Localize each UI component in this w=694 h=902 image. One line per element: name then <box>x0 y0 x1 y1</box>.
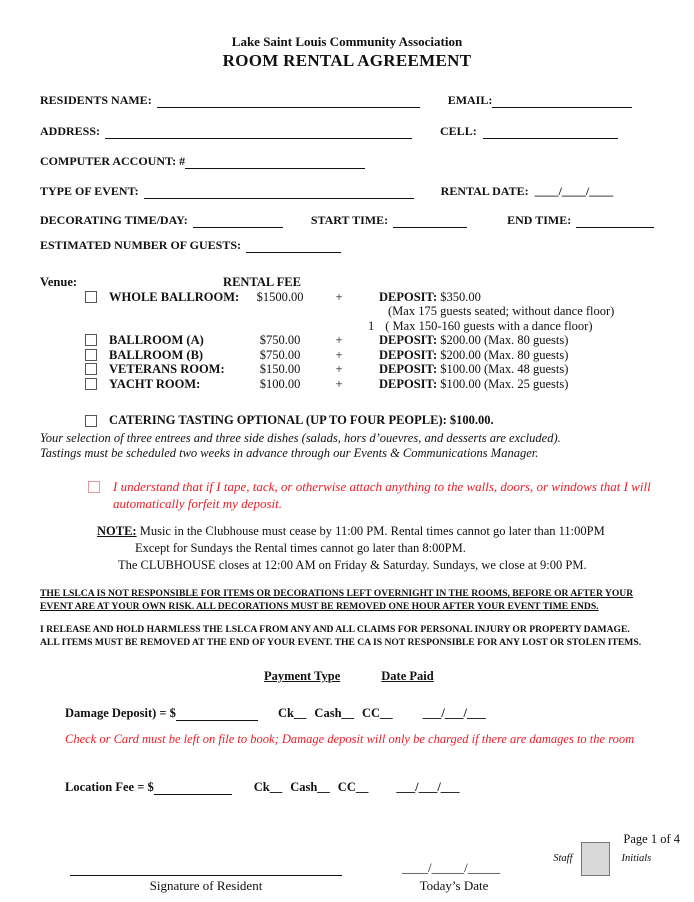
type-of-event-label: TYPE OF EVENT: <box>40 184 139 198</box>
room-name: YACHT ROOM: <box>109 376 201 391</box>
room-row-whole-ballroom <box>40 290 654 305</box>
email-field[interactable] <box>492 94 632 108</box>
legal-underlined: THE LSLCA IS NOT RESPONSIBLE FOR ITEMS OR DECORATIONS LEFT OVERNIGHT IN THE ROOMS, BEFORE OR AFTER YOUR EVENT ARE AT YOUR OWN RISK. ALL DECORATIONS MUST BE REMOVED ONE HOUR AFTER YOUR EVENT TIME ENDS. <box>40 588 634 612</box>
room-name: BALLROOM (A) <box>109 333 204 347</box>
staff-initials-box[interactable] <box>581 842 610 876</box>
todays-date-field[interactable]: ____/_____/_____ <box>402 860 501 875</box>
todays-date-caption: Today’s Date <box>419 878 489 893</box>
address-field[interactable] <box>105 125 412 139</box>
signature-field[interactable] <box>70 862 342 876</box>
initials-label: Initials <box>621 853 652 864</box>
note-line-3: The CLUBHOUSE closes at 12:00 AM on Friday & Saturday. Sundays, we close at 9:00 PM. <box>118 558 587 572</box>
computer-account-label: COMPUTER ACCOUNT: # <box>40 154 186 168</box>
cell-label: CELL: <box>440 124 477 138</box>
note-line-1: Music in the Clubhouse must cease by 11:00 PM. Rental times cannot go later than 11:00PM <box>139 524 605 538</box>
room-fee: $1500.00 <box>256 289 304 304</box>
catering-note-2: Tastings must be scheduled two weeks in advance through our Events & Communications Manager. <box>40 446 539 460</box>
payment-type-header: Payment Type <box>264 669 341 683</box>
location-cc-option[interactable]: CC__ <box>337 780 369 794</box>
deposit-value: $350.00 <box>440 289 481 304</box>
checkbox-catering-tasting[interactable] <box>85 415 97 427</box>
room-row-ballroom-b <box>40 348 654 363</box>
start-time-label: START TIME: <box>310 213 389 227</box>
damage-cash-option[interactable]: Cash__ <box>314 706 355 720</box>
room-fee: $750.00 <box>259 333 301 347</box>
location-fee-suffix: = $ <box>134 780 154 794</box>
damage-date-paid-field[interactable]: ___/___/___ <box>422 706 486 720</box>
residents-name-field[interactable] <box>157 94 420 108</box>
page-number: Page 1 of 4 <box>623 832 680 846</box>
room-row-ballroom-a <box>40 333 654 348</box>
staff-label: Staff <box>553 853 573 864</box>
computer-account-field[interactable] <box>185 155 365 169</box>
deposit-label: DEPOSIT: <box>379 289 438 304</box>
location-ck-option[interactable]: Ck__ <box>253 780 283 794</box>
checkbox-yacht-room[interactable] <box>85 378 97 390</box>
room-fee: $100.00 <box>259 376 301 391</box>
payment-red-note: Check or Card must be left on file to book; Damage deposit will only be charged if there are damages to the room <box>65 732 635 746</box>
room-fee: $750.00 <box>259 347 301 362</box>
note-label: NOTE: <box>97 524 137 538</box>
catering-note-1: Your selection of three entrees and three side dishes (salads, hors d’ouevres, and desserts are excluded). <box>40 431 561 445</box>
damage-ck-option[interactable]: Ck__ <box>277 706 307 720</box>
room-name: WHOLE BALLROOM: <box>109 289 240 304</box>
whole-ballroom-note2: ( Max 150-160 guests with a dance floor) <box>385 318 593 333</box>
deposit-label: DEPOSIT: <box>379 333 438 347</box>
plus-sign: + <box>335 289 343 304</box>
location-cash-option[interactable]: Cash__ <box>290 780 330 794</box>
location-fee-label: Location Fee <box>65 780 135 794</box>
org-title: Lake Saint Louis Community Association <box>231 34 463 49</box>
plus-sign: + <box>335 333 343 347</box>
deposit-label: DEPOSIT: <box>379 362 438 376</box>
whole-ballroom-note2-prefix: 1 <box>368 318 375 333</box>
deposit-value: $100.00 (Max. 48 guests) <box>440 362 569 376</box>
forfeit-clause: I understand that if I tape, tack, or otherwise attach anything to the walls, doors, or windows that I will automatically forfeit my deposit. <box>113 479 651 511</box>
legal-release-1: I RELEASE AND HOLD HARMLESS THE LSLCA FROM ANY AND ALL CLAIMS FOR PERSONAL INJURY OR PROPERTY DAMAGE. <box>40 624 630 635</box>
plus-sign: + <box>335 347 343 362</box>
room-row-veterans <box>40 362 654 377</box>
checkbox-ballroom-b[interactable] <box>85 349 97 361</box>
address-label: ADDRESS: <box>40 124 101 138</box>
start-time-field[interactable] <box>393 214 467 228</box>
checkbox-ballroom-a[interactable] <box>85 334 97 346</box>
signature-caption: Signature of Resident <box>149 878 263 893</box>
decorating-field[interactable] <box>193 214 283 228</box>
note-section <box>40 523 654 574</box>
end-time-field[interactable] <box>576 214 654 228</box>
damage-deposit-label: Damage Deposit <box>65 706 153 720</box>
venue-section <box>40 275 654 391</box>
type-of-event-field[interactable] <box>144 185 414 199</box>
estimated-guests-label: ESTIMATED NUMBER OF GUESTS: <box>40 238 242 252</box>
legal-release-2: ALL ITEMS MUST BE REMOVED AT THE END OF YOUR EVENT. THE CA IS NOT RESPONSIBLE FOR ANY LOST OR STOLEN ITEMS. <box>40 637 642 648</box>
page-title: ROOM RENTAL AGREEMENT <box>222 51 472 70</box>
date-paid-header: Date Paid <box>381 669 434 683</box>
end-time-label: END TIME: <box>507 213 572 227</box>
plus-sign: + <box>335 376 343 391</box>
damage-cc-option[interactable]: CC__ <box>362 706 393 720</box>
checkbox-veterans-room[interactable] <box>85 363 97 375</box>
catering-title: CATERING TASTING OPTIONAL (UP TO FOUR PEOPLE): $100.00. <box>109 413 494 427</box>
venue-label: Venue: <box>40 275 78 289</box>
damage-deposit-suffix: ) = $ <box>152 706 176 720</box>
note-line-2: Except for Sundays the Rental times cannot go later than 8:00PM. <box>135 541 466 555</box>
rental-date-label: RENTAL DATE: <box>440 184 529 198</box>
estimated-guests-field[interactable] <box>246 239 341 253</box>
plus-sign: + <box>335 362 343 376</box>
deposit-value: $200.00 (Max. 80 guests) <box>440 347 569 362</box>
room-name: VETERANS ROOM: <box>109 362 225 376</box>
room-fee: $150.00 <box>259 362 301 376</box>
location-date-paid-field[interactable]: ___/___/___ <box>396 780 460 794</box>
deposit-value: $200.00 (Max. 80 guests) <box>440 333 569 347</box>
checkbox-forfeit-acknowledgement[interactable] <box>88 481 100 493</box>
email-label: EMAIL: <box>447 93 493 107</box>
location-amount-field[interactable] <box>154 781 232 795</box>
deposit-label: DEPOSIT: <box>379 376 438 391</box>
checkbox-whole-ballroom[interactable] <box>85 291 97 303</box>
deposit-label: DEPOSIT: <box>379 347 438 362</box>
whole-ballroom-note1: (Max 175 guests seated; without dance floor) <box>388 304 615 318</box>
room-row-yacht <box>40 377 654 392</box>
residents-name-label: RESIDENTS NAME: <box>40 93 152 107</box>
room-name: BALLROOM (B) <box>109 347 204 362</box>
rental-fee-header: RENTAL FEE <box>223 275 301 289</box>
cell-field[interactable] <box>483 125 618 139</box>
deposit-value: $100.00 (Max. 25 guests) <box>440 376 569 391</box>
rental-date-field[interactable]: ____/____/____ <box>534 184 614 198</box>
damage-amount-field[interactable] <box>176 707 258 721</box>
decorating-label: DECORATING TIME/DAY: <box>40 213 188 227</box>
